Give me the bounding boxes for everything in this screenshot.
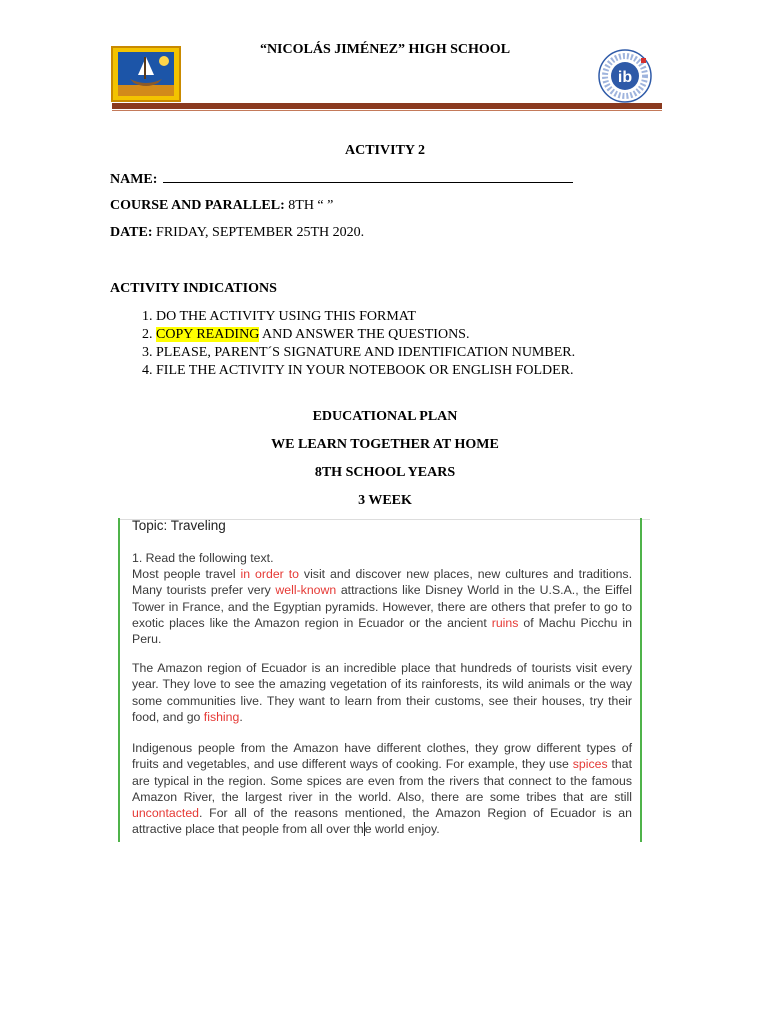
name-field-row xyxy=(110,170,573,188)
date-label: DATE: xyxy=(110,225,153,240)
highlighted-text: COPY READING xyxy=(156,327,260,342)
list-item: 3. PLEASE, PARENT´S SIGNATURE AND IDENTIFICATION NUMBER. xyxy=(156,344,575,362)
vocab-word: ruins xyxy=(491,615,519,630)
course-label: COURSE AND PARALLEL: xyxy=(110,198,285,213)
indications-heading: ACTIVITY INDICATIONS xyxy=(110,281,277,296)
indications-list xyxy=(110,308,575,380)
date-field-row xyxy=(110,225,364,241)
activity-title: ACTIVITY 2 xyxy=(345,143,425,158)
name-label: NAME: xyxy=(110,172,158,187)
list-item: 4. FILE THE ACTIVITY IN YOUR NOTEBOOK OR ENGLISH FOLDER. xyxy=(156,362,575,380)
vocab-word: spices xyxy=(572,757,608,772)
name-blank-line[interactable] xyxy=(163,170,573,183)
reading-paragraph-3: Indigenous people from the Amazon have different clothes, they grow different types of fruits and vegetables, and use different ways of cooking. For example, they use spices that are typical in the region. Some spices are even from the rivers that connect to the famous Amazon River, the largest river in the world. Also, there are some tribes that are still uncontacted. For all of the reasons mentioned, the Amazon Region of Ecuador is an attractive place that people from all over the world enjoy. xyxy=(132,741,632,837)
header-divider-accent xyxy=(112,110,662,111)
reading-topic: Topic: Traveling xyxy=(132,518,226,533)
course-value: 8TH “ ” xyxy=(284,198,334,213)
vocab-word: in order to xyxy=(240,567,299,581)
svg-text:ib: ib xyxy=(617,69,633,86)
plan-school-years: 8TH SCHOOL YEARS xyxy=(314,465,456,480)
reading-paragraph-2: The Amazon region of Ecuador is an incredible place that hundreds of tourists visit every year. They love to see the amazing vegetation of its rainforests, its wild animals or the way some communities live. They want to learn from their customs, see their houses, try their food, and go fishing. xyxy=(132,661,632,724)
course-field-row xyxy=(110,198,333,214)
plan-title: EDUCATIONAL PLAN xyxy=(312,409,458,424)
reading-instruction: 1. Read the following text. xyxy=(132,551,274,565)
vocab-word: well-known xyxy=(275,583,337,598)
school-name: “NICOLÁS JIMÉNEZ” HIGH SCHOOL xyxy=(259,42,511,57)
header-divider xyxy=(112,103,662,109)
plan-week: 3 WEEK xyxy=(358,493,412,508)
vocab-word: uncontacted xyxy=(132,806,200,821)
vocab-word: fishing xyxy=(203,709,240,724)
reading-passage-image xyxy=(118,518,642,842)
reading-paragraph-1: Most people travel in order to visit and discover new places, new cultures and traditions. Many tourists prefer very well-known attractions like Disney World in the U.S.A., the Eiffel Tower in France, and the Egyptian pyramids. However, there are others that prefer to go to exotic places like the Amazon region in Ecuador or the ancient ruins of Machu Picchu in Peru. xyxy=(132,567,632,647)
list-item: 2. COPY READING AND ANSWER THE QUESTIONS. xyxy=(156,326,575,344)
plan-subtitle: WE LEARN TOGETHER AT HOME xyxy=(271,437,499,452)
list-item: 1. DO THE ACTIVITY USING THIS FORMAT xyxy=(156,308,575,326)
date-value: FRIDAY, SEPTEMBER 25TH 2020. xyxy=(152,225,365,240)
ib-logo xyxy=(585,48,665,104)
